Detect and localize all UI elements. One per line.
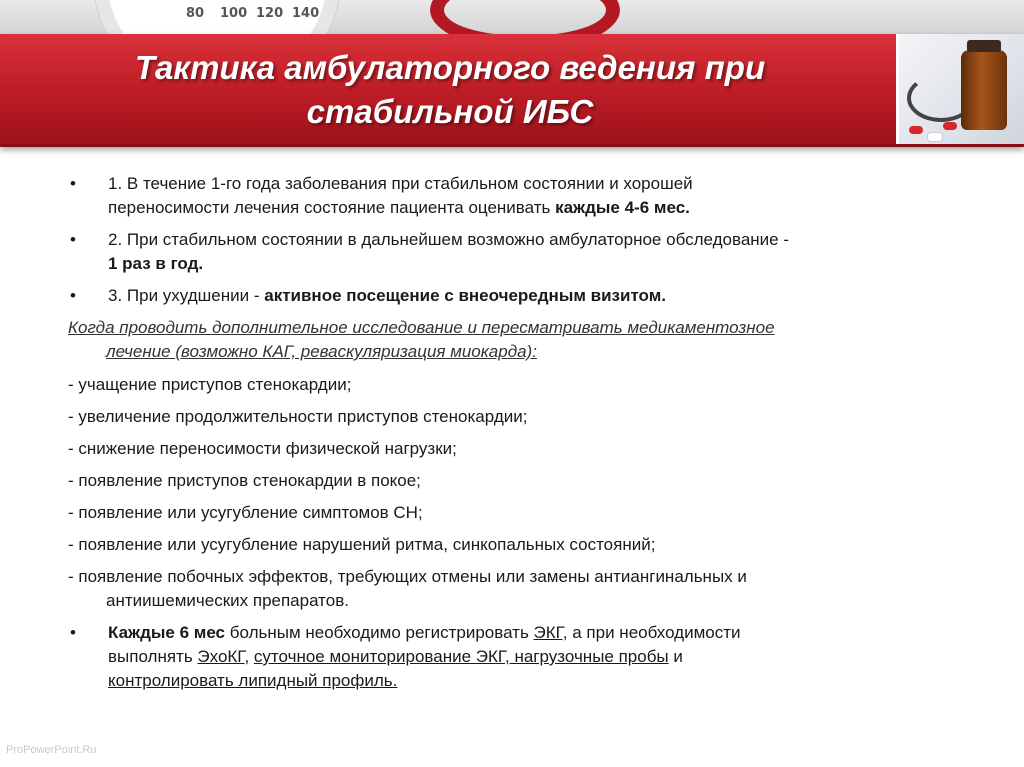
bullet-icon: • xyxy=(70,174,76,193)
title-line-2: стабильной ИБС xyxy=(306,93,594,130)
dash-item: - снижение переносимости физической нагрузки; xyxy=(68,439,457,458)
pill-icon xyxy=(927,132,943,142)
bullet-bold-text: каждые 4-6 мес. xyxy=(555,198,690,217)
bullet-text: переносимости лечения состояние пациента оценивать xyxy=(108,198,556,217)
bullet-text: выполнять xyxy=(108,647,198,666)
ecg-text: ЭКГ, xyxy=(533,623,568,642)
bullet-icon: • xyxy=(70,286,76,305)
gauge-number: 80 xyxy=(186,6,205,21)
pill-icon xyxy=(909,126,923,134)
dash-item: - учащение приступов стенокардии; xyxy=(68,375,352,394)
bullet-item-final xyxy=(68,621,968,693)
dash-item-line-1: - появление побочных эффектов, требующих отмены или замены антиангинальных и xyxy=(68,567,747,586)
bullet-bold-text: Каждые 6 мес xyxy=(108,623,226,642)
bullet-item-3 xyxy=(68,284,968,308)
dash-item-last xyxy=(68,565,968,613)
bullet-bold-text: активное посещение с внеочередным визитом. xyxy=(264,286,667,305)
dash-item: - появление приступов стенокардии в покое; xyxy=(68,471,421,490)
bullet-item-2 xyxy=(68,228,968,276)
bullet-icon: • xyxy=(70,230,76,249)
bullet-text: и xyxy=(668,647,683,666)
bullet-bold-text: 1 раз в год. xyxy=(108,254,204,273)
bullet-icon: • xyxy=(70,623,76,642)
bullet-text: больным необходимо регистрировать xyxy=(225,623,534,642)
bullet-text: 3. При ухудшении - xyxy=(108,286,265,305)
dash-item: - появление или усугубление нарушений ритма, синкопальных состояний; xyxy=(68,535,656,554)
medicine-bottle-image xyxy=(961,50,1007,130)
gauge-number: 100 xyxy=(220,6,248,21)
lipid-profile-text: контролировать липидный профиль. xyxy=(108,671,398,690)
subheading xyxy=(68,316,968,364)
slide-body xyxy=(68,172,968,701)
echo-text: ЭхоКГ, xyxy=(197,647,250,666)
subheading-line-1: Когда проводить дополнительное исследование и пересматривать медикаментозное xyxy=(68,318,775,337)
dash-item: - появление или усугубление симптомов СН; xyxy=(68,503,423,522)
monitoring-text: суточное мониторирование ЭКГ, нагрузочные пробы xyxy=(253,647,669,666)
bullet-text: а при необходимости xyxy=(567,623,741,642)
header-background-strip xyxy=(0,0,1024,34)
bullet-item-1 xyxy=(68,172,968,220)
title-line-1: Тактика амбулаторного ведения при xyxy=(134,49,766,86)
gauge-number: 120 xyxy=(256,6,284,21)
bullet-text: 2. При стабильном состоянии в дальнейшем возможно амбулаторное обследование - xyxy=(108,230,790,249)
footer-watermark: ProPowerPoint.Ru xyxy=(6,744,97,756)
gauge-number: 140 xyxy=(292,6,320,21)
bullet-text: 1. В течение 1-го года заболевания при стабильном состоянии и хорошей xyxy=(108,174,693,193)
slide-title xyxy=(0,46,900,134)
pill-icon xyxy=(943,122,957,130)
tonometer-hose-image xyxy=(430,0,620,34)
dash-item: - увеличение продолжительности приступов стенокардии; xyxy=(68,407,528,426)
medical-photo xyxy=(896,34,1024,144)
dash-item-line-2: антиишемических препаратов. xyxy=(106,591,349,610)
subheading-line-2: лечение (возможно КАГ, реваскуляризация миокарда): xyxy=(106,342,537,361)
